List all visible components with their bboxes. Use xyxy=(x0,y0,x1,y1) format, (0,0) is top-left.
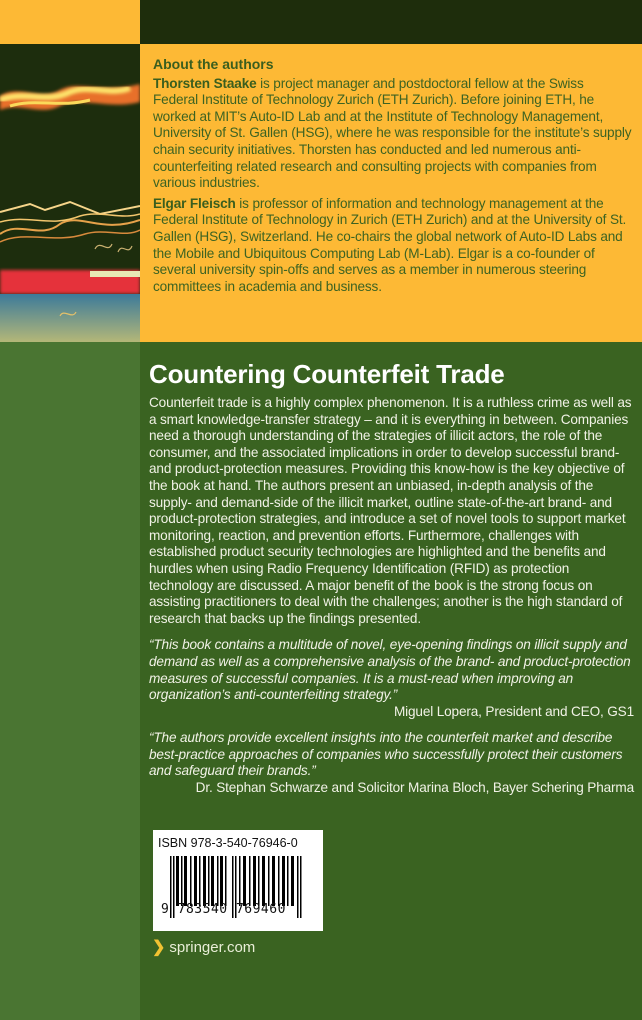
about-authors-panel xyxy=(140,44,642,342)
book-blurb: Counterfeit trade is a highly complex phenomenon. It is a ruthless crime as well as a smart knowledge-transfer strategy – and it is everything in between. Companies need a thorough understanding of the strategies of illicit actors, the role of the consumer, and the associated implications in order to develop successful brand- and product-protection measures. Providing this know-how is the key objective of the book at hand. The authors present an unbiased, in-depth analysis of the supply- and demand-side of the illicit market, outline state-of-the-art brand- and product-protection strategies, and introduce a set of novel tools to support market monitoring, reaction, and prevention efforts. Furthermore, challenges with established product security technologies are highlighted and the benefits and hurdles when using Radio Frequency Identification (RFID) as protection technology are discussed. A major benefit of the book is the strong focus on assisting practitioners to deal with the challenges; another is the high standard of research that backs up the findings presented. xyxy=(149,395,632,626)
barcode-digits: 9 783540 769460 xyxy=(161,902,286,917)
left-color-strip xyxy=(0,342,140,1020)
author-bio-staake xyxy=(153,76,632,192)
endorsement-attribution: Miguel Lopera, President and CEO, GS1 xyxy=(393,703,634,719)
springer-link-text: springer.com xyxy=(169,938,256,956)
author-name: Thorsten Staake xyxy=(153,75,257,91)
springer-link[interactable] xyxy=(152,937,255,957)
isbn-barcode-box xyxy=(153,830,323,931)
endorsement-quote: “This book contains a multitude of novel, eye-opening findings on illicit supply and demand as well as a comprehensive analysis of the brand- and product-protection measures of successful companies. It is a must-read when improving an organization’s anti-counterfeiting strategy.” xyxy=(149,637,631,703)
author-name: Elgar Fleisch xyxy=(153,195,236,211)
top-left-color-block xyxy=(0,0,140,44)
author-bio-fleisch xyxy=(153,196,632,296)
author-bio-text: is project manager and postdoctoral fellow at the Swiss Federal Institute of Technology Zurich (ETH Zurich). Before joining ETH, he worked at MIT’s Auto-ID Lab and at the Institute of Technology Management, University of St. Gallen (HSG), where he was responsible for the institute’s supply chain security initiatives. Thorsten has conducted and led numerous anti-counterfeiting related research and consulting projects with companies from various industries. xyxy=(153,75,632,191)
about-authors-heading: About the authors xyxy=(153,56,274,72)
isbn-label: ISBN 978-3-540-76946-0 xyxy=(158,836,298,850)
author-bio-text: is professor of information and technology management at the Federal Institute of Technology in Zurich (ETH Zurich) and at the University of St. Gallen (HSG), Switzerland. He co-chairs the global network of Auto-ID Labs and the Mobile and Ubiquitous Computing Lab (M-Lab). Elgar is a co-founder of several university spin-offs and serves as a member in numerous steering committees in academia and business. xyxy=(153,195,627,294)
endorsement-quote: “The authors provide excellent insights into the counterfeit market and describe best-practice approaches of companies who successfully protect their customers and safeguard their brands.” xyxy=(149,730,623,779)
cover-photo-light-trails xyxy=(0,44,140,342)
light-trails-image xyxy=(0,44,140,342)
book-title: Countering Counterfeit Trade xyxy=(149,359,505,389)
endorsement-attribution: Dr. Stephan Schwarze and Solicitor Marina Bloch, Bayer Schering Pharma xyxy=(195,780,634,796)
chevron-right-icon: ❯ xyxy=(152,939,166,956)
top-right-color-block xyxy=(140,0,642,44)
